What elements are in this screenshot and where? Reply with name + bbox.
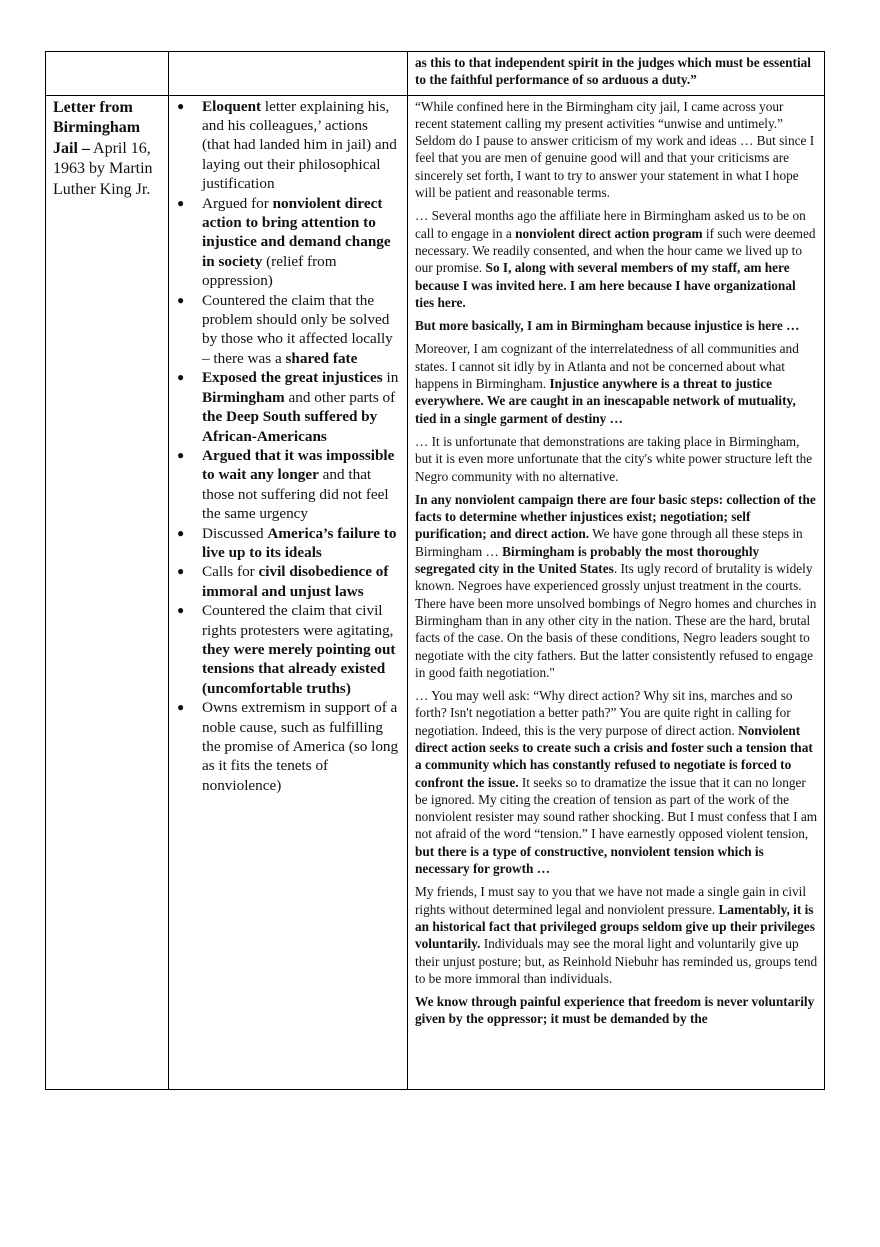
bold-text-segment: Letter from Birmingham Jail – <box>53 98 141 157</box>
bold-text-segment: But more basically, I am in Birmingham because injustice is here … <box>415 318 800 334</box>
key-points-cell <box>169 95 408 1089</box>
bold-text-segment: they were merely pointing out tensions that already existed (uncomfortable truths) <box>202 640 396 697</box>
bold-text-segment: but there is a type of constructive, nonviolent tension which is necessary for growth … <box>415 843 764 877</box>
text-segment: We have gone through all these steps in Birmingham … <box>415 526 803 559</box>
bold-text-segment: America’s failure to live up to its ideals <box>202 524 397 561</box>
bullet-icon: ● <box>177 447 185 462</box>
text-segment: Owns extremism in support of a noble cause, such as fulfilling the promise of America (so long as it fits the tenets of nonviolence) <box>202 699 399 794</box>
bullet-icon: ● <box>177 98 185 113</box>
text-segment: letter explaining his, and his colleagues,’ actions (that had landed him in jail) and laying out their philosophical justification <box>202 97 397 193</box>
key-point <box>173 562 399 601</box>
quote-paragraph <box>415 340 818 426</box>
bold-text-segment: the Deep South suffered by African-Americans <box>202 408 378 445</box>
quote-paragraph <box>415 883 818 987</box>
bold-text-segment: Birmingham is probably the most thoroughly segregated city in the United States <box>415 543 760 577</box>
table-row-continuation <box>46 52 825 96</box>
text-segment: … Several months ago the affiliate here in Birmingham asked us to be on call to engage in a <box>415 208 806 241</box>
text-segment: and other parts of <box>284 388 396 406</box>
key-point <box>173 368 399 446</box>
quote-paragraph <box>415 98 818 202</box>
text-segment: … You may well ask: “Why direct action? Why sit ins, marches and so forth? Isn't negotiation a better path?” You are quite right in calling for negotiation. Indeed, this is the very purpose of direct action. <box>415 688 793 738</box>
bullet-icon: ● <box>177 525 185 540</box>
key-point <box>173 524 399 563</box>
bold-text-segment: as this to that independent spirit in the judges which must be essential to the faithful performance of so arduous a duty.” <box>415 55 811 88</box>
quote-paragraph <box>415 491 818 681</box>
bullet-icon: ● <box>177 370 185 385</box>
key-point <box>173 698 399 795</box>
text-segment: “While confined here in the Birmingham city jail, I came across your recent statement calling my present activities “unwise and untimely.” Seldom do I pause to answer criticism of my work and ideas … But since I feel that you are men of genuine good will and that your criticisms are sincerely set forth, I want to try to answer your statement in what I hope will be patient and reasonable terms. <box>415 98 815 201</box>
bullet-icon: ● <box>177 564 185 579</box>
text-segment: Moreover, I am cognizant of the interrelatedness of all communities and states. I cannot sit idly by in Atlanta and not be concerned about what happens in Birmingham. <box>415 341 799 392</box>
quote-paragraph <box>415 687 818 877</box>
quote-paragraph <box>415 54 818 89</box>
bullet-icon: ● <box>177 700 185 715</box>
key-point <box>173 97 399 194</box>
quote-paragraph <box>415 433 818 485</box>
text-segment: Argued for <box>202 194 273 212</box>
empty-cell <box>169 52 408 96</box>
comparison-table <box>45 51 825 1090</box>
text-segment: if such were deemed necessary. We readily consented, and when the hour came we lived up to our promise. <box>415 225 816 276</box>
bold-text-segment: So I, along with several members of my staff, am here because I was invited here. I am here because I have organizational ties here. <box>415 260 796 310</box>
quote-paragraph <box>415 317 818 334</box>
quote-paragraph <box>415 207 818 311</box>
key-point <box>173 446 399 524</box>
text-segment: Discussed <box>202 524 268 542</box>
bold-text-segment: Lamentably, it is an historical fact that privileged groups seldom give up their privileges voluntarily. <box>415 901 815 952</box>
text-segment: Countered the claim that the problem should only be solved by those who it affected locally – there was a <box>202 291 393 367</box>
bold-text-segment: Exposed the great injustices <box>202 369 383 387</box>
key-point <box>173 194 399 291</box>
key-point <box>173 601 399 698</box>
text-segment: and that those not suffering did not feel the same urgency <box>202 466 389 523</box>
text-segment: My friends, I must say to you that we have not made a single gain in civil rights without determined legal and nonviolent pressure. <box>415 884 807 917</box>
bullet-icon: ● <box>177 603 185 618</box>
text-segment: Calls for <box>202 563 259 581</box>
key-points-list <box>173 97 399 796</box>
key-point <box>173 291 399 369</box>
excerpt-cell <box>408 95 825 1089</box>
bold-text-segment: Injustice anywhere is a threat to justice everywhere. We are caught in an inescapable network of mutuality, tied in a single garment of destiny … <box>415 376 796 426</box>
bold-text-segment: Eloquent <box>202 97 262 115</box>
bullet-icon: ● <box>177 195 185 210</box>
text-segment: April 16, 1963 by Martin Luther King Jr. <box>53 139 153 198</box>
text-segment: … It is unfortunate that demonstrations are taking place in Birmingham, but it is even more unfortunate that the city's white power structure left the Negro community with no alternative. <box>415 433 813 484</box>
text-segment: It seeks so to dramatize the issue that it can no longer be ignored. My citing the creation of tension as part of the work of the nonviolent resister may sound rather shocking. But I must confess that I am not afraid of the word “tension.” I have earnestly opposed violent tension, <box>415 774 818 842</box>
bullet-icon: ● <box>177 292 185 307</box>
text-segment: Individuals may see the moral light and voluntarily give up their unjust posture; but, as Reinhold Niebuhr has reminded us, groups tend to be more immoral than individuals. <box>415 936 818 986</box>
text-segment: in <box>382 369 399 387</box>
bold-text-segment: civil disobedience of immoral and unjust laws <box>202 563 389 600</box>
document-title-cell <box>46 95 169 1089</box>
empty-cell <box>46 52 169 96</box>
text-segment: (relief from oppression) <box>202 252 337 290</box>
document-title <box>53 98 162 201</box>
table-row-letter-from-birmingham-jail <box>46 95 825 1089</box>
bold-text-segment: In any nonviolent campaign there are four basic steps: collection of the facts to determine whether injustices exist; negotiation; self purification; and direct action. <box>415 491 816 542</box>
bold-text-segment: Nonviolent direct action seeks to create such a crisis and foster such a tension that a community which has constantly refused to negotiate is forced to confront the issue. <box>415 722 813 790</box>
bold-text-segment: shared fate <box>285 349 358 367</box>
bold-text-segment: nonviolent direct action to bring attention to injustice and demand change in society <box>202 194 391 270</box>
text-segment: . Its ugly record of brutality is widely known. Negroes have experienced grossly unjust treatment in the courts. There have been more unsolved bombings of Negro homes and churches in Birmingham than in any other city in the nation. These are the hard, brutal facts of the case. On the basis of these conditions, Negro leaders sought to negotiate with the city fathers. But the latter consistently refused to engage in good faith negotiation." <box>415 561 817 680</box>
bold-text-segment: nonviolent direct action program <box>515 225 703 241</box>
text-segment: Countered the claim that civil rights protesters were agitating, <box>202 602 394 639</box>
quote-paragraph <box>415 993 818 1028</box>
continued-quote-cell <box>408 52 825 96</box>
bold-text-segment: Argued that it was impossible to wait any longer <box>202 446 395 484</box>
bold-text-segment: Birmingham <box>202 388 285 406</box>
bold-text-segment: We know through painful experience that freedom is never voluntarily given by the oppressor; it must be demanded by the <box>415 994 815 1027</box>
